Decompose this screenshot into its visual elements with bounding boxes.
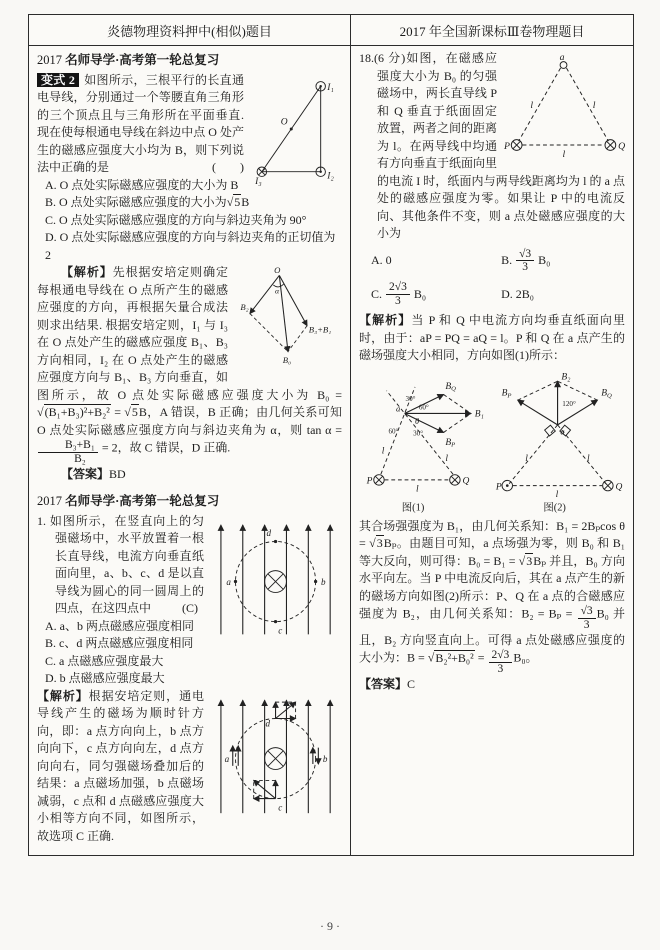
sqrt-expression: √B₂²+B₀² [427, 650, 474, 665]
label-q: Q [618, 140, 626, 152]
option-c-text: O 点处实际磁感应强度的方向与斜边夹角为 90° [59, 212, 307, 227]
option-a-label: A. [45, 177, 57, 192]
label-theta: θ [415, 415, 420, 426]
current-in-symbol-q [605, 140, 616, 151]
problem1-text: 如图所示，在竖直向上的匀强磁场中，水平放置着一根长直导线，电流方向垂直纸面向里，a、b、c、d 是以直导线为圆心的同一圆周上的四点，在这四点中 [49, 513, 204, 616]
label-a: a [559, 52, 565, 64]
option-c: C. $\frac{2√3}{3}$ B₀ [371, 281, 427, 308]
variant-badge: 变式 2 [37, 73, 79, 87]
label-d: d [265, 718, 271, 729]
label-b: b [322, 753, 328, 764]
label-l-left: l [530, 99, 534, 111]
point-a-dot [234, 580, 237, 583]
label-p: P [503, 140, 510, 152]
option-b: B. $\frac{√3}{3}$ B₀ [501, 247, 551, 274]
analysis-label: 【解析】 [359, 313, 412, 327]
label-o: O [274, 264, 281, 275]
option-c: C. a 点磁感应强度最大 [45, 653, 164, 668]
analysis-text-3: = 2，故 C 错误，D 正确. [98, 440, 231, 455]
header-right-title: 2017 年全国新课标Ⅲ卷物理题目 [399, 23, 585, 39]
answer-label: 【答案】 [61, 466, 110, 481]
figure2-caption: 图(2) [543, 501, 566, 513]
table-header-row [29, 15, 633, 46]
option-c [37, 212, 342, 230]
variant2-analysis: O α B₂ B₃+B₁ B₀ 【解析】先根据安培定则确定每根通电导线在 O 点所产生的磁感应强度的方向，再根据矢量合成法则求出结果. 根据安培定则，I₁ 与 I₃ 在 O 点处产生的磁感应强度 B₁、B₃ 方向相同，I₂ 在 O 点处产生的磁感应强度方向与 B₁、B₃ 方向垂直，如图所示，故 O 点处实际磁感应强度大小为 B₀ = √(B₁+B₃)²+B₂² = √5B，A 错误，B 正确；由几何关系可知 O 点处实际磁感应强度方向与斜边夹角为 α，则 tan α = $\frac{\text{B₃+B₁}}{\text{B₂}}$ = 2，故 C 错误，D 正确. [37, 264, 342, 465]
option-d: D. 2B₀ [501, 286, 534, 301]
option-b: B. O 点处实际磁感应强度的大小为√5B [45, 195, 250, 209]
sqrt-5: √5 [124, 405, 138, 419]
point-c-dot [274, 620, 277, 623]
current-in-symbol [265, 570, 287, 592]
label-l-bottom: l [415, 483, 419, 494]
option-d [37, 229, 342, 264]
parallelogram-side [518, 381, 558, 400]
sqrt-5: √5 [226, 195, 241, 209]
header-left-title: 炎德物理资料押中(相似)题目 [29, 15, 351, 45]
parallelogram-side [288, 326, 307, 352]
vector-bp [405, 413, 444, 432]
right-column [351, 46, 633, 855]
label-b2: B₂ [240, 302, 249, 313]
sqrt-3: √3 [369, 536, 383, 550]
label-a: a [560, 425, 565, 436]
label-l-right: l [586, 453, 590, 464]
current-in-symbol-q [450, 474, 460, 484]
vector-bp [518, 400, 558, 425]
problem1-number: 1. [37, 513, 46, 528]
label-b3-plus-b1: B₃+B₁ [308, 324, 332, 335]
label-l-left: l [525, 453, 528, 464]
label-l-bottom: l [562, 148, 566, 160]
figure1-caption: 图(1) [401, 501, 425, 513]
section1-year: 2017 [37, 53, 62, 67]
label-p: P [366, 476, 373, 487]
sqrt-expression: √(B₁+B₃)²+B₂² [37, 405, 110, 419]
variant2-problem-text: 如图所示，三根平行的长直通电导线，分别通过一个等腰直角三角形的三个顶点且与三角形所在平面垂直. 现在使每根通电导线在斜边中点 O 处产生的磁感应强度大小均为 B，则下列说法中正确的是 [37, 72, 244, 174]
angle-60-top: 60° [418, 403, 429, 412]
label-bq: BQ [601, 387, 612, 399]
side-aq [558, 424, 606, 483]
section2-heading [37, 493, 342, 511]
page-number: · 9 · [320, 919, 340, 933]
fraction: $\frac{√3}{3}$ [516, 248, 534, 275]
label-i2: I₂ [327, 170, 334, 181]
label-i3: I₃ [255, 176, 262, 187]
parallelogram-side [444, 413, 472, 432]
left-column [29, 46, 351, 855]
variant2-options [37, 177, 342, 265]
option-d-text: O 点处实际磁感应强度的方向与斜边夹角的正切值为 2 [45, 230, 336, 262]
sqrt-3: √3 [518, 553, 533, 568]
vector-sum-figure [234, 265, 342, 369]
section1-heading [37, 52, 342, 70]
problem18 [359, 50, 625, 243]
label-a: a [226, 576, 231, 587]
label-a: a [396, 403, 401, 414]
answer-blank: ( ) [212, 160, 244, 174]
fraction: $\frac{√3}{3}$ [578, 605, 596, 632]
radical-sign: √ [226, 195, 234, 209]
vector-b0 [279, 275, 288, 351]
problem1: d a b c 1. 如图所示，在竖直向上的匀强磁场中，水平放置着一根长直导线，电流方向垂直纸面向里，a、b、c、d 是以直导线为圆心的同一圆周上的四点，在这四点中 (C) [37, 513, 342, 618]
variant2-answer [37, 466, 342, 484]
label-bq: BQ [445, 381, 456, 393]
label-l-left: l [381, 445, 385, 456]
analysis-text-1: 先根据安培定则确定每根通电导线在 O 点所产生的磁感应强度的方向，再根据矢量合成法则求出结果. 根据安培定则，I₁ 与 I₃ 在 O 点处产生的磁感应强度 B₁、B₃ 方向相同，I₂ 在 O 点处产生的磁感应强度方向与 B₁、B₃ 方向垂直，如图所示，故 O 点处实际磁感应强度大小为 B₀ = [37, 265, 342, 402]
answer-label: 【答案】 [359, 677, 408, 691]
vectors-at-d [276, 702, 296, 718]
analysis-label: 【解析】 [61, 265, 113, 279]
label-o: O [280, 116, 288, 127]
label-q: Q [462, 476, 470, 487]
option-c-label: C. [45, 212, 57, 227]
fraction: $\frac{2√3}{3}$ [386, 281, 410, 308]
analysis-intro-text: 当 P 和 Q 中电流方向均垂直纸面向里时，由于：aP = PQ = aQ = l。P 和 Q 在 a 点产生的磁场强度大小相同，方向如图(1)所示： [359, 313, 625, 362]
right-angle-mark [545, 425, 556, 436]
label-b: b [321, 576, 326, 587]
problem1-analysis-text: 根据安培定则，通电导线产生的磁场为顺时针方向，即：a 点方向向上，b 点方向向下，c 点方向向左，d 点方向向右，同匀强磁场叠加后的结果：a 点磁场加强，b 点磁场减弱，c 点和 d 点磁感应强度大小相等方向不同，如图所示，故选项 C 正确. [37, 688, 204, 843]
problem18-options [371, 248, 625, 309]
label-l-bottom: l [555, 489, 559, 500]
problem18-triangle-figure [503, 51, 625, 161]
problem18-score: (6 分) [374, 51, 406, 65]
label-a: a [224, 753, 230, 764]
section2-year: 2017 [37, 494, 62, 509]
option-a-text: O 点处实际磁感应强度的大小为 B [59, 177, 239, 192]
tan-fraction: $\frac{\text{B₃+B₁}}{\text{B₂}}$ [38, 439, 98, 466]
current-in-symbol [265, 747, 287, 769]
option-d: D. b 点磁感应强度最大 [45, 671, 165, 686]
current-out-symbol-p [502, 480, 512, 490]
field-circle-solution-figure [210, 689, 342, 819]
label-b0: B₀ [282, 354, 292, 365]
analysis-label: 【解析】 [37, 688, 89, 703]
section1-title: 名师导学·高考第一轮总复习 [65, 53, 220, 67]
side-ap [509, 424, 557, 483]
option-b: B. c、d 两点磁感应强度相同 [45, 636, 194, 651]
label-c: c [278, 625, 283, 636]
option-b-text: O 点处实际磁感应强度的大小为 [59, 195, 227, 209]
section2-title: 名师导学·高考第一轮总复习 [65, 494, 220, 509]
label-l-right: l [592, 99, 596, 111]
parallelogram-side [250, 314, 288, 352]
vector-b3-plus-b1 [279, 275, 307, 325]
angle-30-top: 30° [405, 394, 416, 403]
problem1-analysis [37, 688, 342, 846]
current-in-symbol-p [374, 474, 384, 484]
problem18-text: 如图，在磁感应强度大小为 B₀ 的匀强磁场中，两长直导线 P 和 Q 垂直于纸面固定放置，两者之间的距离为 l。在两导线中均通有方向垂直于纸面向里的电流 I 时，纸面内与两导线距离均为 l 的 a 点处的磁感应强度为零。如果让 P 中的电流反向、其他条件不变，则 a 点处磁感应强度的大小为 [377, 51, 625, 240]
problem18-analysis-intro [359, 312, 625, 365]
angle-120: 120° [562, 399, 576, 408]
option-b-label: B. [45, 195, 57, 209]
option-d-label: D. [45, 230, 57, 244]
current-in-symbol-q [603, 480, 613, 490]
field-circle-figure [210, 514, 342, 640]
label-p: P [495, 481, 502, 492]
label-alpha: α [275, 286, 280, 296]
label-l-right: l [445, 453, 449, 464]
label-q: Q [615, 481, 623, 492]
current-in-symbol-p [511, 140, 522, 151]
label-d: d [266, 527, 271, 538]
analysis-text-2: B，A 错误，B 正确；由几何关系可知 O 点处实际磁感应强度方向与斜边夹角为 α，则 tan α = [37, 405, 342, 437]
label-i1: I₁ [327, 82, 334, 93]
figure-1 [360, 366, 490, 516]
fraction: $\frac{2√3}{3}$ [489, 649, 513, 676]
side-ap [519, 68, 561, 141]
solution-figures [359, 366, 625, 516]
label-b1: B₁ [474, 408, 484, 419]
table-body [29, 46, 633, 855]
point-d-dot [274, 540, 277, 543]
option-a: A. 0 [371, 253, 392, 268]
point-b-dot [314, 580, 317, 583]
option-a: A. a、b 两点磁感应强度相同 [45, 618, 194, 633]
side-aq [566, 68, 608, 141]
figure-2 [494, 366, 624, 516]
problem18-answer [359, 676, 625, 694]
answer-value: C [407, 677, 416, 691]
label-bp: BP [445, 437, 456, 449]
label-b2: B₂ [561, 371, 571, 382]
parallelogram-side [558, 381, 598, 400]
point-o-dot [290, 127, 293, 130]
angle-30-bottom: 30° [413, 428, 424, 437]
label-bp: BP [501, 387, 512, 399]
answer-value: BD [109, 466, 126, 481]
comparison-table [28, 14, 634, 856]
problem18-analysis-body: 其合场强强度为 B₁，由几何关系知：B₁ = 2Bₚcos θ = √3Bₚ。由题目可知，a 点场强为零，则 B₀ 和 B₁ 等大反向，则可得：B₀ = B₁ = √3Bₚ 并且，B₀ 方向水平向左。当 P 中电流反向后，其在 a 点产生的新的磁场方向如图(2)所示：P、Q 在 a 点的合磁感应强度为 B₂，由几何关系知：B₂ = Bₚ = $\frac{√3}{3}$ B₀ 并且，B₂ 方向竖直向上。可得 a 点处磁感应强度的大小为：B = √B₂²+B₀² = $\frac{2√3}{3}$ B₀。 [359, 518, 625, 676]
angle-60-bottom: 60° [388, 426, 399, 435]
parallelogram-side [444, 394, 472, 413]
label-c: c [278, 802, 283, 813]
problem18-number: 18. [359, 51, 374, 65]
section-gap [37, 483, 342, 491]
variant2-triangle-figure [250, 73, 342, 185]
